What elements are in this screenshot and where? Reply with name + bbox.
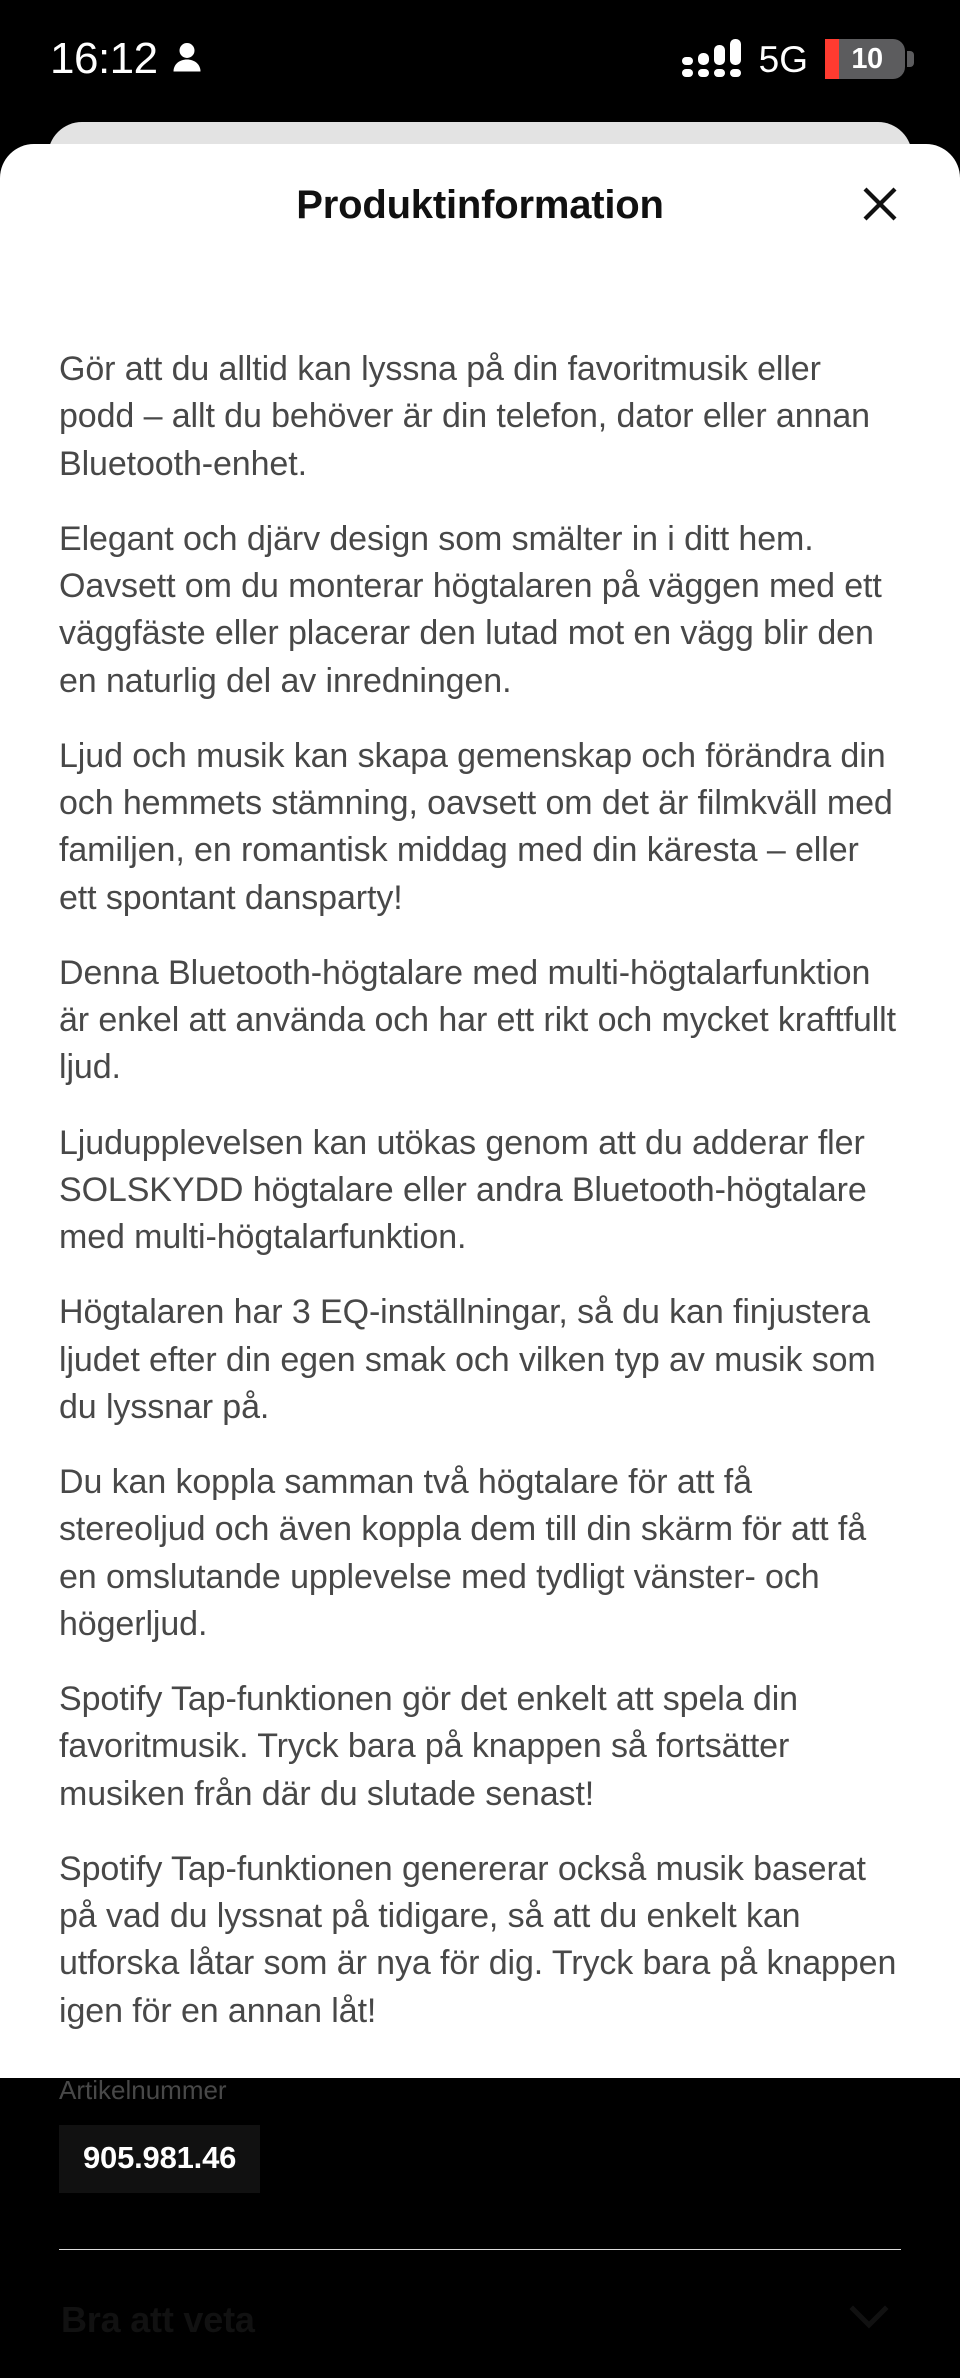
person-icon <box>172 41 202 78</box>
description-paragraph: Denna Bluetooth-högtalare med multi-högtalarfunktion är enkel att använda och har ett rikt och mycket kraftfullt ljud. <box>59 953 896 1087</box>
signal-bars-icon <box>682 37 742 82</box>
close-icon <box>858 182 902 229</box>
battery-indicator <box>825 39 914 79</box>
status-bar-left <box>50 34 202 83</box>
accordion-label: Bra att veta <box>61 2298 255 2340</box>
description-paragraph: Högtalaren har 3 EQ-inställningar, så du kan finjustera ljudet efter din egen smak och vilken typ av musik som du lyssnar på. <box>59 1293 876 1426</box>
description-paragraph: Ljudupplevelsen kan utökas genom att du adderar fler SOLSKYDD högtalare eller andra Bluetooth-högtalare med multi-högtalarfunktion. <box>59 1123 867 1256</box>
article-number-section <box>59 2074 901 2193</box>
sheet-body <box>0 266 960 2378</box>
battery-level-label: 10 <box>851 42 883 75</box>
chevron-down-icon <box>849 2304 889 2335</box>
battery-cap-icon <box>907 51 914 67</box>
article-number-badge: 905.981.46 <box>59 2125 260 2193</box>
description-paragraph: Spotify Tap-funktionen gör det enkelt att spela din favoritmusik. Tryck bara på knappen så fortsätter musiken från där du slutade senast! <box>59 1680 798 1813</box>
status-bar-clock: 16:12 <box>50 34 158 83</box>
accordion-bra-att-veta[interactable] <box>59 2250 901 2378</box>
description-paragraph: Du kan koppla samman två högtalare för att få stereoljud och även koppla dem till din skärm för att få en omslutande upplevelse med tydligt vänster- och högerljud. <box>59 1463 867 1643</box>
battery-body <box>825 39 905 79</box>
description-paragraph: Spotify Tap-funktionen genererar också musik baserat på vad du lyssnat på tidigare, så att du enkelt kan utforska låtar som är nya för dig. Tryck bara på knappen igen för en annan låt! <box>59 1849 897 2030</box>
description-paragraph: Gör att du alltid kan lyssna på din favoritmusik eller podd – allt du behöver är din telefon, dator eller annan Bluetooth-enhet. <box>59 350 870 483</box>
status-bar <box>0 0 960 118</box>
description-paragraph: Ljud och musik kan skapa gemenskap och förändra din och hemmets stämning, oavsett om det är filmkväll med familjen, en romantisk middag med din käresta – eller ett spontant dansparty! <box>59 736 893 917</box>
article-number-label: Artikelnummer <box>59 2074 227 2105</box>
sheet-header <box>0 144 960 266</box>
description-paragraph: Elegant och djärv design som smälter in i ditt hem. Oavsett om du monterar högtalaren på väggen med ett väggfäste eller placerar den lutad mot en vägg blir den en naturlig del av inredningen. <box>59 519 882 700</box>
network-type-label: 5G <box>758 38 808 80</box>
status-bar-right <box>682 37 914 82</box>
page-title: Produktinformation <box>296 183 664 227</box>
close-button[interactable] <box>848 173 912 237</box>
product-information-sheet <box>0 144 960 2340</box>
battery-fill <box>825 39 839 79</box>
